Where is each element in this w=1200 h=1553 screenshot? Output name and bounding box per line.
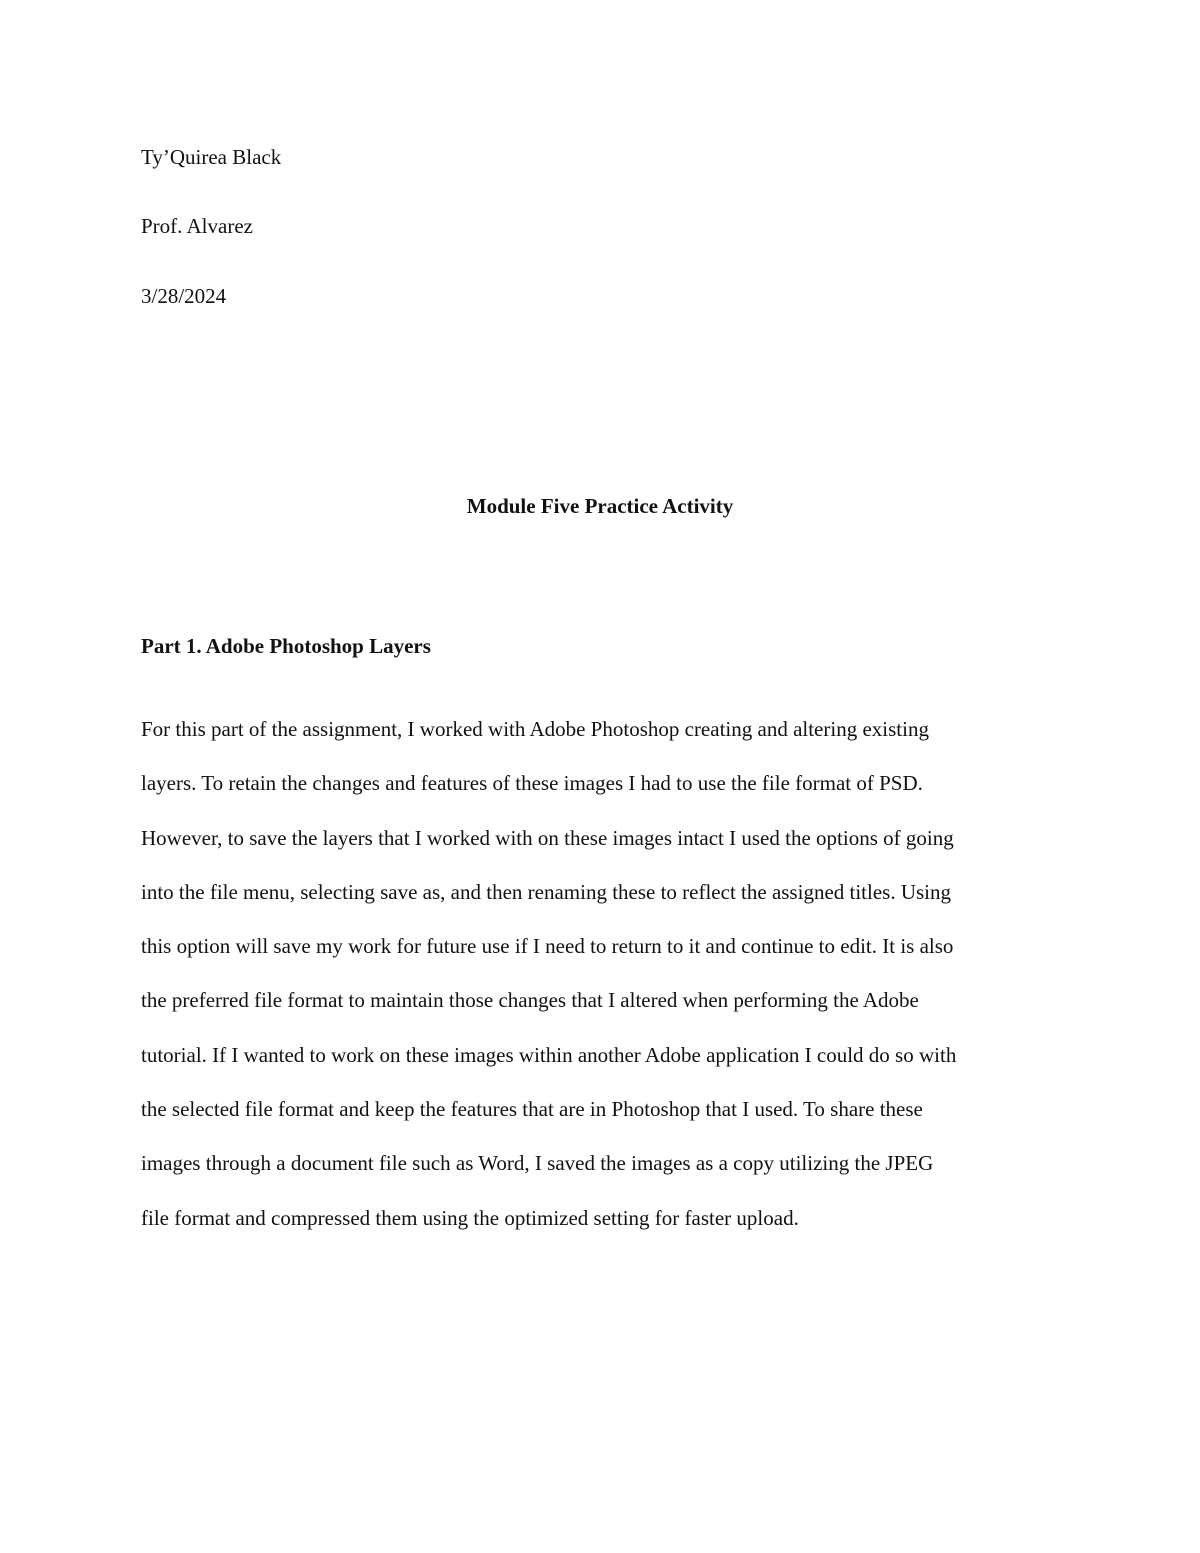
instructor-name: Prof. Alvarez [141,214,253,238]
body-paragraph [141,702,1071,1245]
paragraph-line: images through a document file such as Word, I saved the images as a copy utilizing the JPEG [141,1151,934,1176]
paragraph-line: file format and compressed them using the optimized setting for faster upload. [141,1205,799,1230]
document-title: Module Five Practice Activity [466,494,734,518]
paragraph-line: tutorial. If I wanted to work on these images within another Adobe application I could do so with [141,1042,957,1067]
document-date: 3/28/2024 [141,284,227,308]
paragraph-line: For this part of the assignment, I worked with Adobe Photoshop creating and altering existing [141,717,929,741]
paragraph-line: this option will save my work for future use if I need to return to it and continue to edit. It is also [141,934,954,959]
paragraph-line: layers. To retain the changes and features of these images I had to use the file format of PSD. [141,771,923,796]
paragraph-line: However, to save the layers that I worked with on these images intact I used the options of going [141,825,954,850]
paragraph-line: the preferred file format to maintain those changes that I altered when performing the Adobe [141,988,919,1013]
paragraph-line: the selected file format and keep the features that are in Photoshop that I used. To share these [141,1097,923,1122]
author-name: Ty’Quirea Black [141,145,282,169]
paragraph-line: into the file menu, selecting save as, and then renaming these to reflect the assigned titles. Using [141,879,952,904]
section-heading: Part 1. Adobe Photoshop Layers [141,634,431,658]
